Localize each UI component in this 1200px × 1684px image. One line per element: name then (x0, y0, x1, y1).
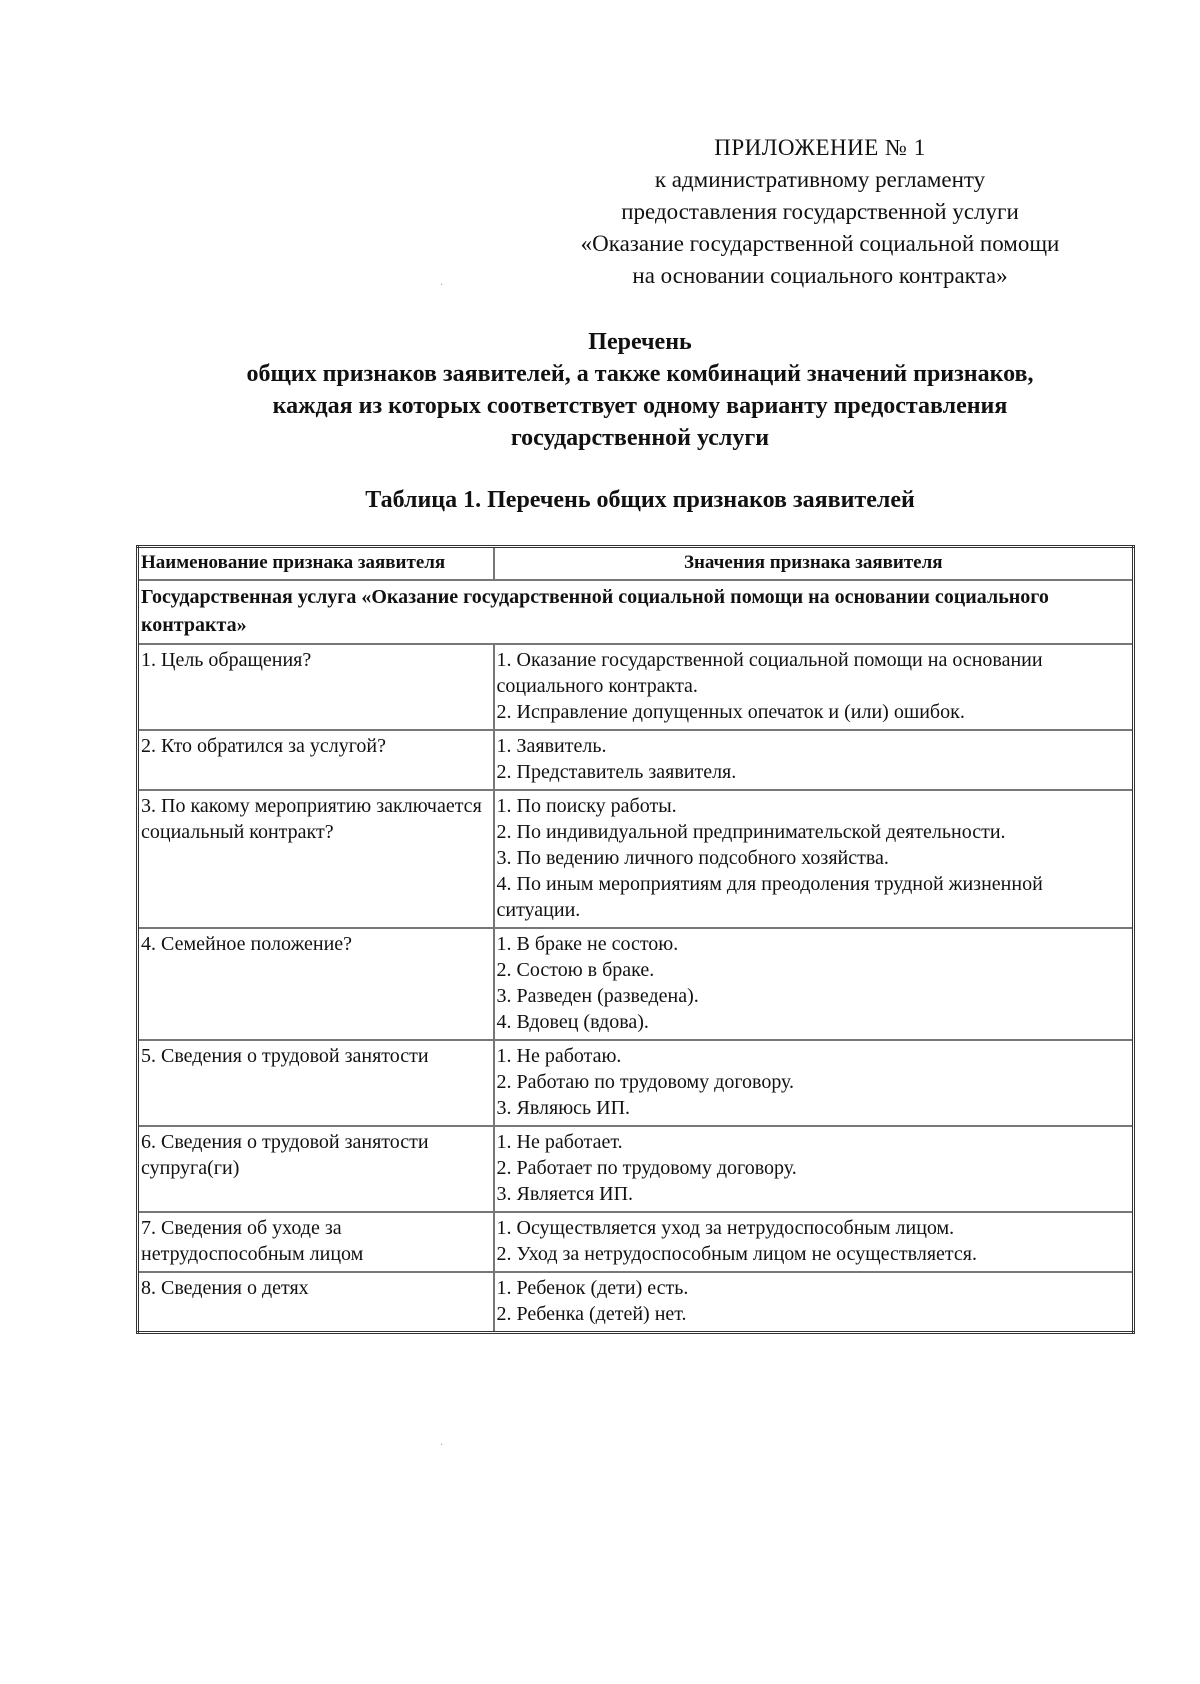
criterion-value: 3. Является ИП. (496, 1183, 634, 1205)
header-criterion-values: Значения признака заявителя (494, 547, 1134, 581)
table-row (138, 790, 1134, 928)
title-line: каждая из которых соответствует одному варианту предоставления (272, 393, 1008, 419)
criterion-value: 1. Оказание государственной социальной помощи на основании социального контракта. (496, 649, 1043, 697)
criterion-value: 2. По индивидуальной предпринимательской деятельности. (496, 821, 1006, 843)
criterion-name: 7. Сведения об уходе за нетрудоспособным лицом (138, 1212, 494, 1272)
criterion-value: 2. Работает по трудовому договору. (496, 1157, 797, 1179)
table-row (138, 644, 1134, 730)
criterion-name: 3. По какому мероприятию заключается социальный контракт? (138, 790, 494, 928)
criterion-name: 6. Сведения о трудовой занятости супруга(ги) (138, 1126, 494, 1212)
appendix-line: на основании социального контракта» (632, 263, 1008, 288)
criterion-value: 3. Являюсь ИП. (496, 1097, 631, 1119)
criterion-values (494, 1272, 1134, 1333)
criterion-values (494, 1040, 1134, 1126)
criterion-value: 1. Не работаю. (496, 1045, 622, 1067)
criterion-values (494, 730, 1134, 790)
scan-speck: · (440, 1440, 444, 1451)
appendix-heading: ПРИЛОЖЕНИЕ № 1 (714, 135, 926, 160)
criterion-name: 4. Семейное положение? (138, 928, 494, 1040)
table-caption: Таблица 1. Перечень общих признаков заявителей (365, 487, 915, 513)
title-line: общих признаков заявителей, а также комбинаций значений признаков, (246, 361, 1034, 387)
scan-speck: · (440, 280, 444, 291)
criterion-value: 3. Разведен (разведена). (496, 985, 699, 1007)
criterion-name: 5. Сведения о трудовой занятости (138, 1040, 494, 1126)
criterion-value: 2. Состою в браке. (496, 959, 655, 981)
title-line: государственной услуги (510, 425, 770, 451)
section-row (138, 580, 1134, 644)
criterion-value: 1. Не работает. (496, 1131, 623, 1153)
criterion-value: 2. Исправление допущенных опечаток и (или) ошибок. (496, 701, 965, 723)
appendix-line: «Оказание государственной социальной помощи (580, 231, 1060, 256)
table-body (138, 580, 1134, 1333)
criterion-value: 2. Представитель заявителя. (496, 761, 737, 783)
criterion-name: 1. Цель обращения? (138, 644, 494, 730)
table-row (138, 1040, 1134, 1126)
criterion-values (494, 928, 1134, 1040)
appendix-line: предоставления государственной услуги (621, 199, 1019, 224)
table-row (138, 1272, 1134, 1333)
criterion-values (494, 1126, 1134, 1212)
table-row (138, 730, 1134, 790)
criterion-value: 4. По иным мероприятиям для преодоления трудной жизненной ситуации. (496, 873, 1043, 921)
table-row (138, 928, 1134, 1040)
criterion-value: 3. По ведению личного подсобного хозяйства. (496, 847, 889, 869)
criterion-values (494, 644, 1134, 730)
criterion-value: 1. Ребенок (дети) есть. (496, 1277, 689, 1299)
appendix-block (520, 132, 1120, 292)
appendix-line: к административному регламенту (654, 167, 986, 192)
table-header-row (138, 547, 1134, 581)
table-row (138, 1126, 1134, 1212)
criterion-value: 2. Работаю по трудовому договору. (496, 1071, 795, 1093)
criteria-table (136, 545, 1135, 1334)
criterion-value: 4. Вдовец (вдова). (496, 1011, 649, 1033)
criterion-values (494, 790, 1134, 928)
title-line: Перечень (588, 329, 692, 355)
criterion-value: 1. Осуществляется уход за нетрудоспособным лицом. (496, 1217, 955, 1239)
criterion-value: 2. Ребенка (детей) нет. (496, 1303, 687, 1325)
criterion-name: 2. Кто обратился за услугой? (138, 730, 494, 790)
criterion-name: 8. Сведения о детях (138, 1272, 494, 1333)
criterion-value: 1. По поиску работы. (496, 795, 677, 817)
table-row (138, 1212, 1134, 1272)
criterion-value: 1. В браке не состою. (496, 933, 679, 955)
header-criterion-name: Наименование признака заявителя (138, 547, 494, 581)
criterion-value: 2. Уход за нетрудоспособным лицом не осуществляется. (496, 1243, 977, 1265)
criterion-value: 1. Заявитель. (496, 735, 607, 757)
section-title: Государственная услуга «Оказание государственной социальной помощи на основании социального контракта» (138, 580, 1134, 644)
document-title (90, 326, 1190, 454)
criterion-values (494, 1212, 1134, 1272)
